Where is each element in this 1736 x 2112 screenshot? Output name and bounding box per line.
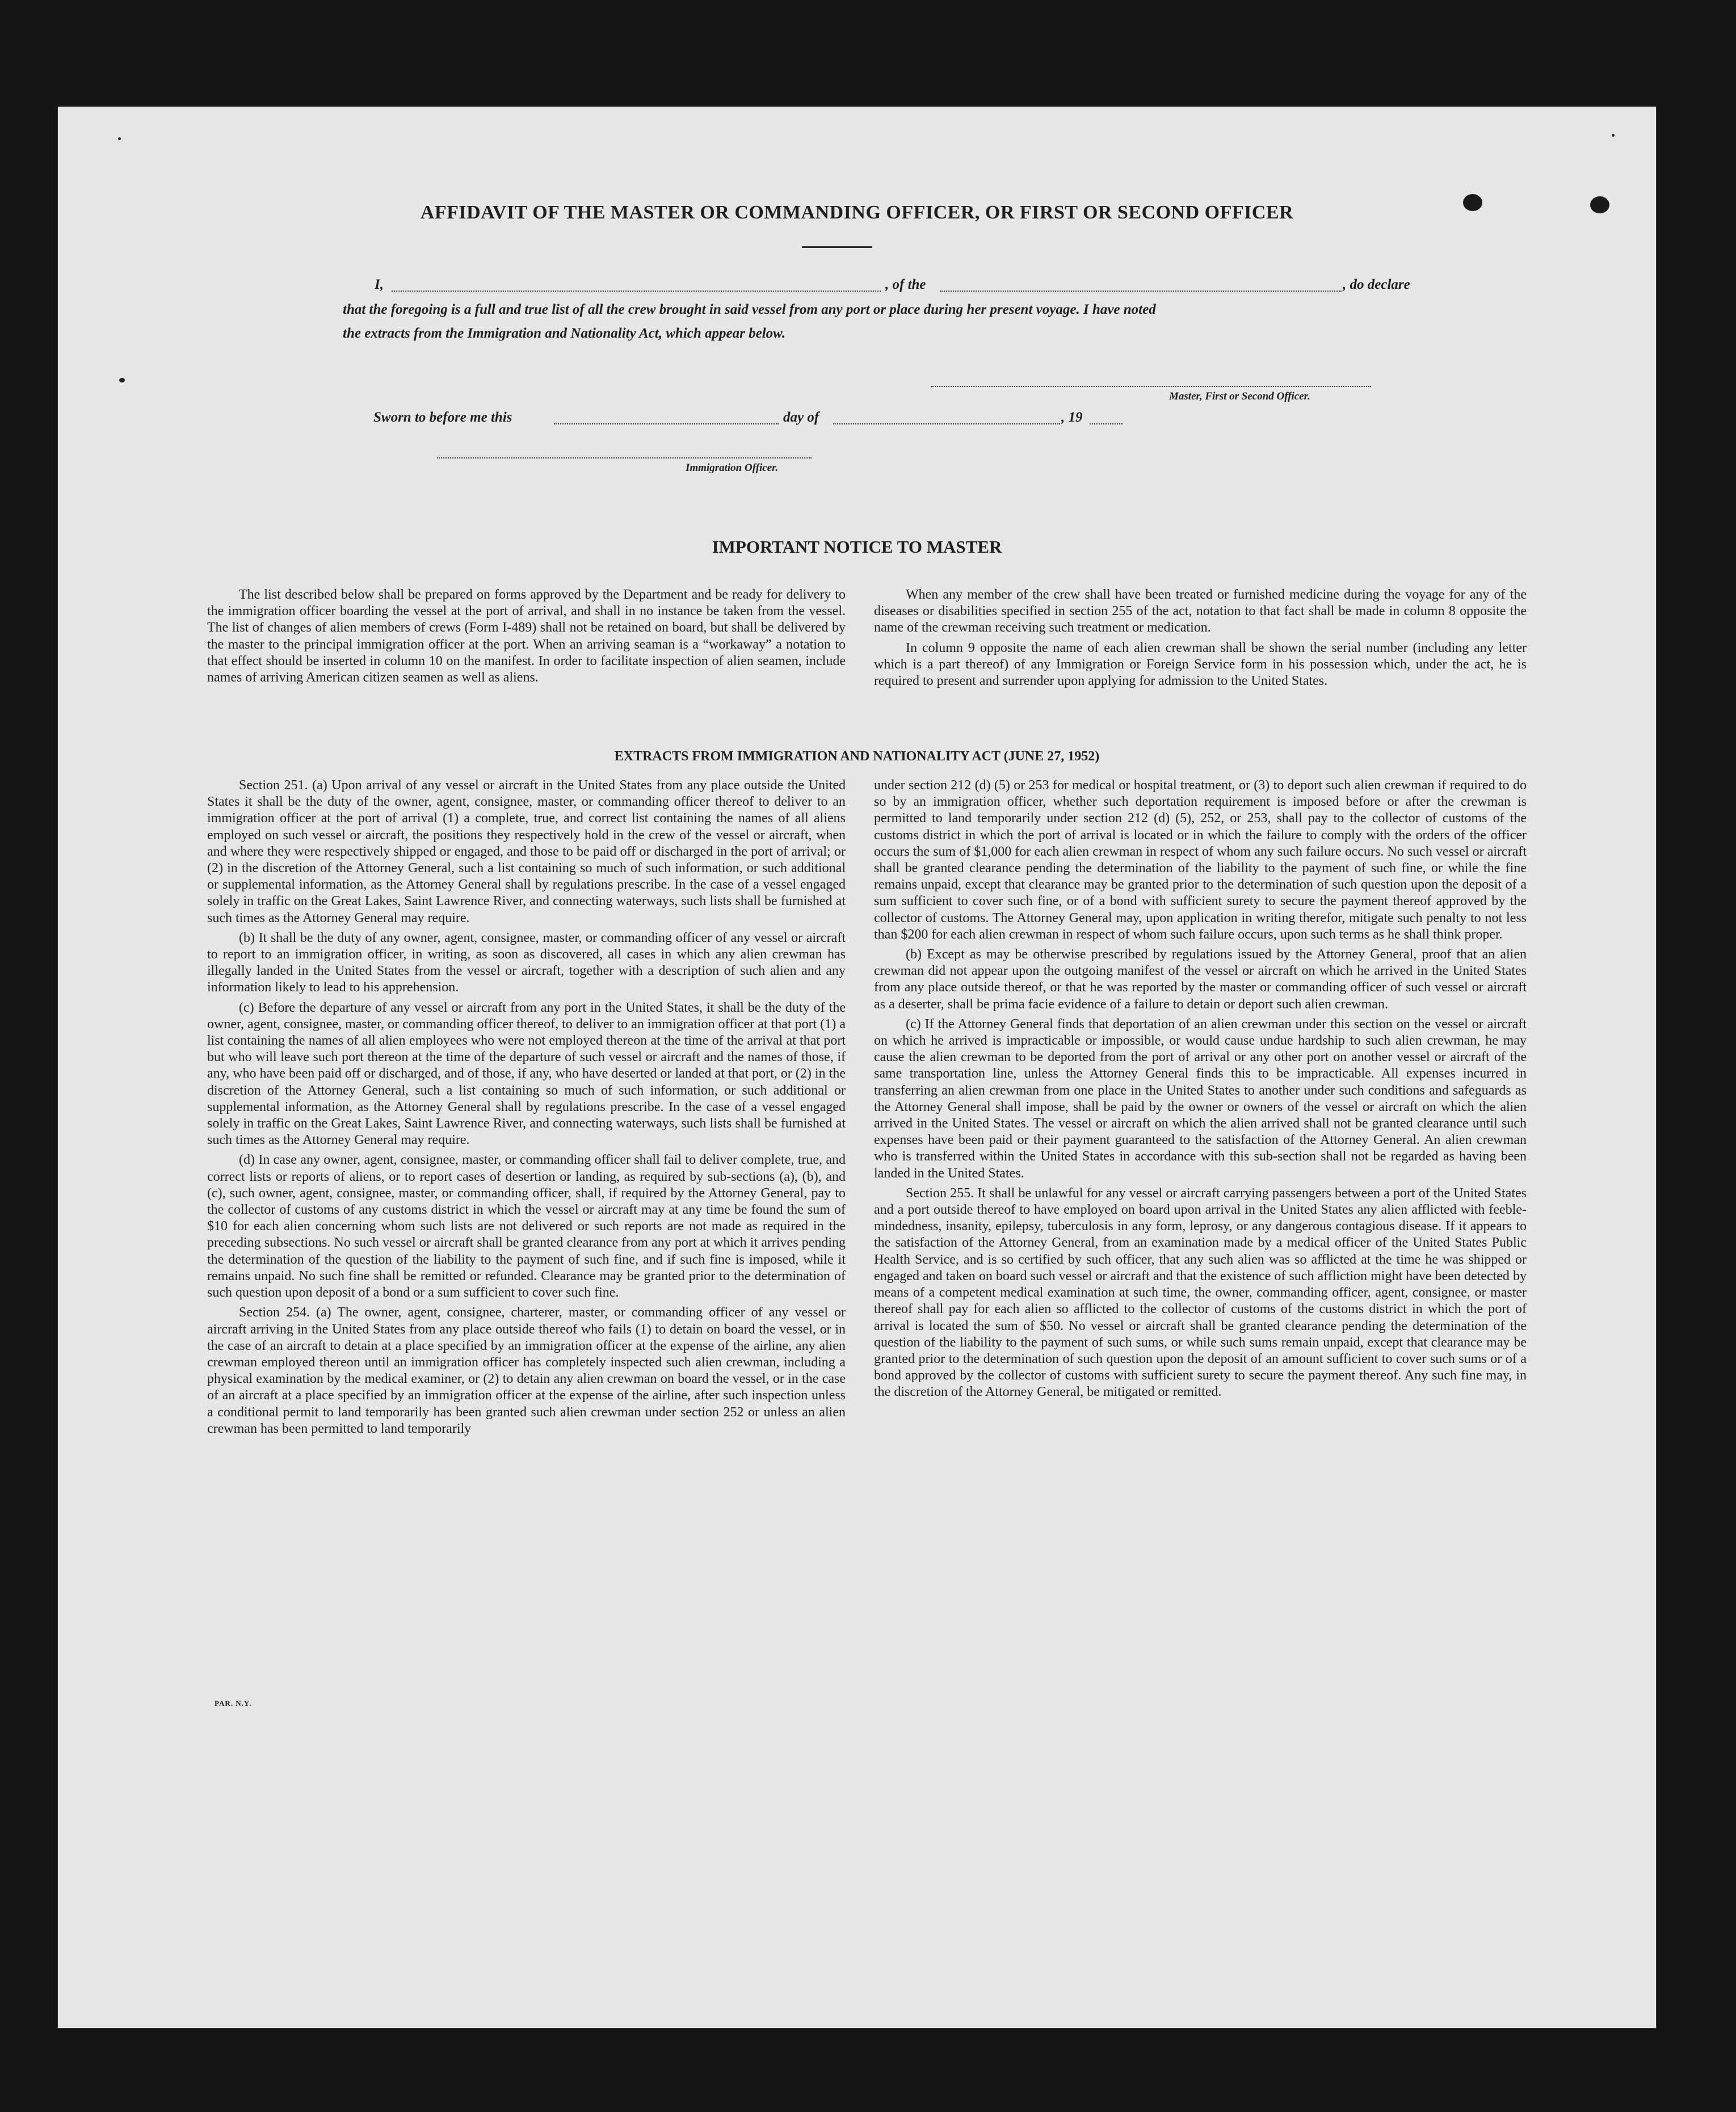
- notice-paragraph: In column 9 opposite the name of each alien crewman shall be shown the serial number (including any letter which is a part thereof) of any Immigration or Foreign Service form in his possession which, under the act, he is required to present and surrender upon applying for admission to the United States.: [874, 640, 1527, 689]
- title-divider: [802, 246, 872, 248]
- notice-paragraph: When any member of the crew shall have been treated or furnished medicine during the voyage for any of the diseases or disabilities specified in section 255 of the act, notation to that fact shall be made in column 8 opposite the name of the crewman receiving such treatment or medication.: [874, 587, 1527, 636]
- extracts-left-column: [207, 777, 846, 1441]
- speck: [119, 378, 125, 382]
- section-paragraph: (d) In case any owner, agent, consignee, master, or commanding officer shall fail to deliver complete, true, and correct lists or reports of aliens, or to report cases of desertion or landing, as required by sub-sections (a), (b), and (c), such owner, agent, consignee, master, or commanding officer, shall, if required by the Attorney General, pay to the collector of customs of any customs district in which the vessel or aircraft may at any time be found the sum of $10 for each alien concerning whom such lists are not delivered or such reports are not made as required in the preceding subsections. No such vessel or aircraft shall be granted clearance from any port at which it arrives pending the determination of the question of the liability to the payment of such fine, and if such fine is imposed, while it remains unpaid. No such fine shall be remitted or refunded. Clearance may be granted prior to the determination of such question upon deposit of a bond or a sum sufficient to cover such fine.: [207, 1152, 846, 1301]
- of-the-label: , of the: [885, 277, 926, 292]
- year-field[interactable]: [1090, 423, 1123, 424]
- day-field[interactable]: [554, 423, 779, 424]
- document-page: [57, 106, 1657, 2029]
- declaration-line-2: the extracts from the Immigration and Nationality Act, which appear below.: [343, 326, 786, 341]
- name-field[interactable]: [392, 291, 881, 292]
- do-declare-label: , do declare: [1343, 277, 1410, 292]
- notice-right-column: [874, 587, 1527, 693]
- section-paragraph: (b) Except as may be otherwise prescribed by regulations issued by the Attorney General, proof that an alien crewman did not appear upon the outgoing manifest of the vessel or aircraft on which he arrived in the United States from any place outside thereof, or that he was reported by the master or commanding officer of such vessel or aircraft as a deserter, shall be prima facie evidence of a failure to detain or deport such alien crewman.: [874, 947, 1527, 1012]
- section-paragraph: Section 251. (a) Upon arrival of any vessel or aircraft in the United States from any place outside the United States it shall be the duty of the owner, agent, consignee, master, or commanding officer thereof to deliver to an immigration officer at the port of arrival (1) a complete, true, and correct list containing the names of all aliens employed on such vessel or aircraft, the positions they respectively hold in the crew of the vessel or aircraft, when and where they were respectively shipped or engaged, and those to be paid off or discharged in the port of arrival; or (2) in the discretion of the Attorney General, such a list containing so much of such information, or such additional or supplemental information, as the Attorney General shall by regulations prescribe. In the case of a vessel engaged solely in traffic on the Great Lakes, Saint Lawrence River, and connecting waterways, such lists shall be furnished at such times as the Attorney General may require.: [207, 778, 846, 925]
- immigration-officer-signature-line[interactable]: [437, 457, 812, 458]
- declaration-line-1: that the foregoing is a full and true list of all the crew brought in said vessel from any port or place during her present voyage. I have noted: [343, 302, 1156, 317]
- section-paragraph: Section 254. (a) The owner, agent, consignee, charterer, master, or commanding officer of any vessel or aircraft arriving in the United States from any place outside thereof who fails (1) to detain on board the vessel, or in the case of an aircraft to detain at a place specified by an immigration officer at the expense of the airline, any alien crewman employed thereon until an immigration officer has completely inspected such alien crewman, including a physical examination by the medical examiner, or (2) to detain any alien crewman on board the vessel, or in the case of an aircraft at a place specified by an immigration officer at the expense of the airline, after such inspection unless a conditional permit to land temporarily has been granted such alien crewman under section 252 or unless an alien crewman has been permitted to land temporarily: [207, 1305, 846, 1436]
- i-label: I,: [375, 277, 384, 292]
- notice-left-column: [207, 587, 846, 689]
- section-paragraph: (c) Before the departure of any vessel or aircraft from any port in the United States, it shall be the duty of the owner, agent, consignee, master, or commanding officer thereof, to deliver to an immigration officer at that port (1) a list containing the names of all alien employees who were not employed thereon at the time of the arrival at that port but who will leave such port thereon at the time of the departure of such vessel or aircraft and the names of those, if any, who have been paid off or discharged, and of those, if any, who have deserted or landed at that port, or (2) in the discretion of the Attorney General, such a list containing so much of such information, or such additional or supplemental information, as the Attorney General shall by regulations prescribe. In the case of a vessel engaged solely in traffic on the Great Lakes, Saint Lawrence River, and connecting waterways, such lists shall be furnished at such times as the Attorney General may require.: [207, 1000, 846, 1148]
- month-field[interactable]: [833, 423, 1060, 424]
- section-paragraph: under section 212 (d) (5) or 253 for medical or hospital treatment, or (3) to deport such alien crewman if required to do so by an immigration officer, whether such deportation requirement is imposed before or after the crewman is permitted to land temporarily under section 212 (d) (5), 252, or 253, shall pay to the collector of customs of the customs district in which the port of arrival is located or in which the failure to comply with the orders of the officer occurs the sum of $1,000 for each alien crewman in respect of whom any such failure occurs. No such vessel or aircraft shall be granted clearance pending the determination of the liability to the payment of such fine, or while the fine remains unpaid, except that clearance may be granted prior to the determination of such question upon the deposit of a sum sufficient to cover such fine, or of a bond with sufficient surety to secure the payment thereof approved by the collector of customs. The Attorney General may, upon application in writing therefor, mitigate such penalty to not less than $200 for each alien crewman in respect of whom such failure occurs, upon such terms as he shall think proper.: [874, 778, 1527, 942]
- notice-heading: IMPORTANT NOTICE TO MASTER: [712, 537, 1002, 557]
- printer-mark: PAR. N.Y.: [215, 1699, 252, 1707]
- vessel-field[interactable]: [940, 291, 1342, 292]
- section-paragraph: (c) If the Attorney General finds that deportation of an alien crewman under this section on the vessel or aircraft on which he arrived is impracticable or impossible, or would cause undue hardship to such alien crewman, he may cause the alien crewman to be deported from the port of arrival or any other port on another vessel or aircraft of the same transportation line, unless the Attorney General finds this to be impracticable. All expenses incurred in transferring an alien crewman from one place in the United States to another under such conditions and safeguards as the Attorney General shall impose, shall be paid by the owner or owners of the vessel or aircraft on which the alien arrived in the United States. The vessel or aircraft on which the alien arrived shall not be granted clearance until such expenses have been paid or their payment guaranteed to the satisfaction of the Attorney General. An alien crewman who is transferred within the United States in accordance with this sub-section shall not be regarded as having been landed in the United States.: [874, 1016, 1527, 1181]
- immigration-officer-caption: Immigration Officer.: [686, 462, 779, 474]
- master-signature-line[interactable]: [931, 386, 1371, 387]
- sworn-label: Sworn to before me this: [373, 410, 512, 425]
- notice-paragraph: The list described below shall be prepared on forms approved by the Department and be ready for delivery to the immigration officer boarding the vessel at the port of arrival, and shall in no instance be taken from the vessel. The list of changes of alien members of crews (Form I-489) shall not be retained on board, but shall be delivered by the master to the principal immigration officer at the port. When an arriving seaman is a “workaway” a notation to that effect should be inserted in column 10 on the manifest. In order to facilitate inspection of alien seamen, include names of arriving American citizen seamen as well as aliens.: [207, 587, 846, 685]
- speck: [118, 137, 121, 140]
- year-prefix: , 19: [1061, 410, 1083, 425]
- speck: [1612, 134, 1615, 137]
- extracts-right-column: [874, 777, 1527, 1404]
- section-paragraph: (b) It shall be the duty of any owner, agent, consignee, master, or commanding officer of any vessel or aircraft to report to an immigration officer, in writing, as soon as discovered, all cases in which any alien crewman has illegally landed in the United States from the vessel or aircraft, together with a description of such alien and any information likely to lead to his apprehension.: [207, 930, 846, 995]
- affidavit-title: AFFIDAVIT OF THE MASTER OR COMMANDING OFFICER, OR FIRST OR SECOND OFFICER: [420, 202, 1294, 223]
- day-of-label: day of: [783, 410, 819, 425]
- extracts-heading: EXTRACTS FROM IMMIGRATION AND NATIONALITY ACT (JUNE 27, 1952): [614, 749, 1100, 764]
- section-paragraph: Section 255. It shall be unlawful for any vessel or aircraft carrying passengers between a port of the United States and a port outside thereof to have employed on board upon arrival in the United States any alien afflicted with feeble-mindedness, insanity, epilepsy, tuberculosis in any form, leprosy, or any dangerous contagious disease. If it appears to the satisfaction of the Attorney General, from an examination made by a medical officer of the United States Public Health Service, and is so certified by such officer, that any such alien was so afflicted at the time he was shipped or engaged and taken on board such vessel or aircraft and that the existence of such affliction might have been detected by means of a competent medical examination at such time, the owner, commanding officer, agent, consignee, or master thereof shall pay for each alien so afflicted to the collector of customs of the customs district in which the port of arrival is located the sum of $50. No vessel or aircraft shall be granted clearance pending the determination of the question of the liability to the payment of such sums, or while such sums remain unpaid, except that clearance may be granted prior to the determination of such question upon the deposit of an amount sufficient to cover such sums or of a bond approved by the collector of customs with sufficient surety to secure the payment thereof. Any such fine may, in the discretion of the Attorney General, be mitigated or remitted.: [874, 1185, 1527, 1400]
- master-signature-caption: Master, First or Second Officer.: [1169, 390, 1310, 402]
